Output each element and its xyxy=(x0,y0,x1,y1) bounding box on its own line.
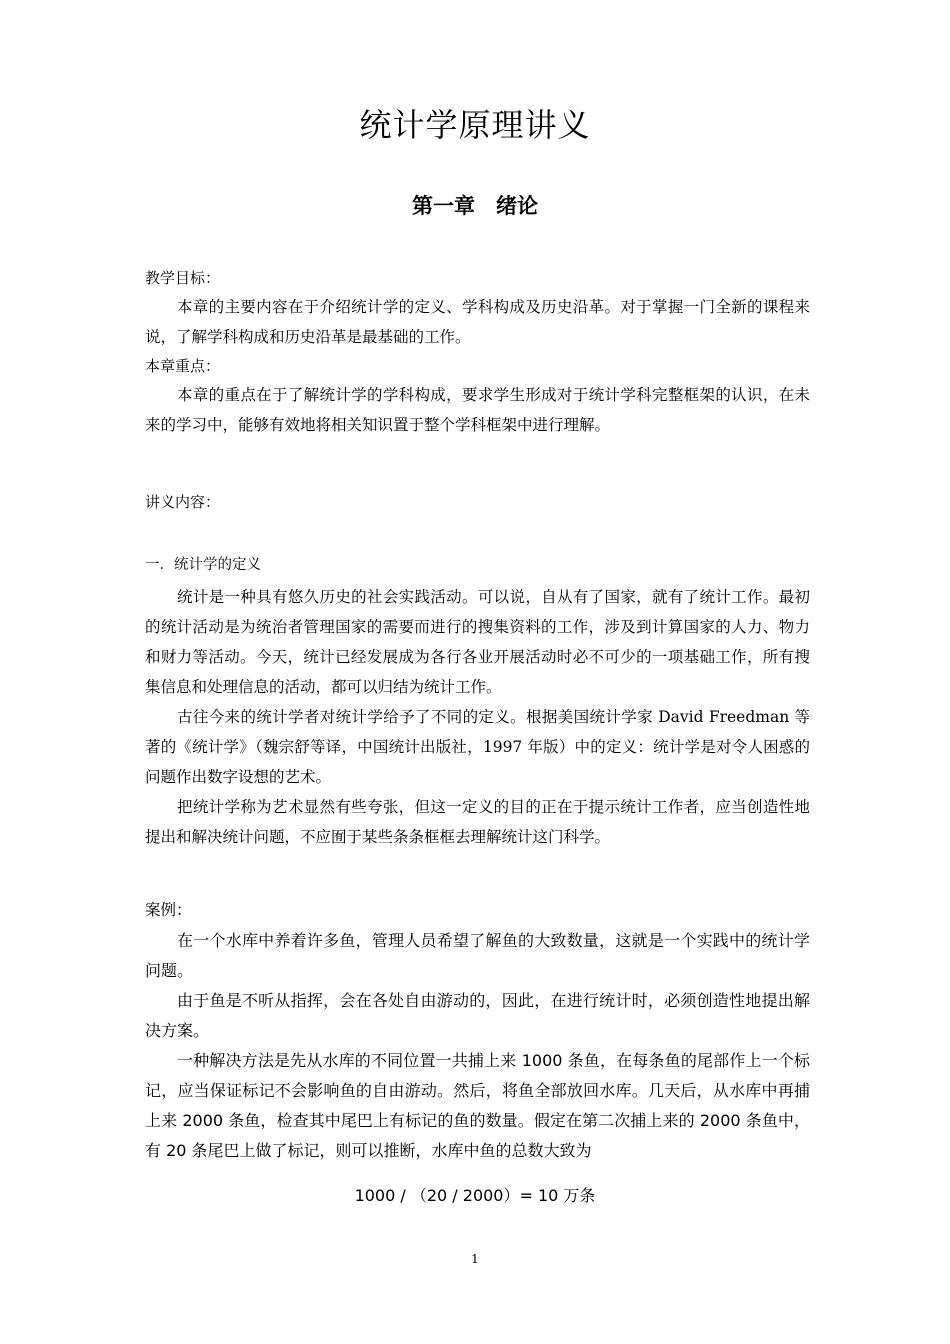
section-heading: 一．统计学的定义 xyxy=(145,557,261,573)
teaching-goal-text: 本章的主要内容在于介绍统计学的定义、学科构成及历史沿革。对于掌握一门全新的课程来说，了解学科构成和历史沿革是最基础的工作。 xyxy=(145,298,810,346)
document-title: 统计学原理讲义 xyxy=(359,106,591,144)
key-points-label: 本章重点： xyxy=(145,357,221,375)
lecture-content-label: 讲义内容： xyxy=(145,493,221,511)
case-paragraph: 一种解决方法是先从水库的不同位置一共捕上来 1000 条鱼，在每条鱼的尾部作上一个标记，应当保证标记不会影响鱼的自由游动。然后，将鱼全部放回水库。几天后，从水库中再捕上来 2000 条鱼，检查其中尾巴上有标记的鱼的数量。假定在第二次捕上来的 2000 条鱼中，有 20 条尾巴上做了标记，则可以推断，水库中鱼的总数大致为 xyxy=(145,1051,810,1160)
estimate-formula: 1000 / （20 / 2000）= 10 万条 xyxy=(354,1186,596,1205)
chapter-intro xyxy=(145,266,810,440)
case-label: 案例： xyxy=(145,901,192,919)
case-study xyxy=(145,898,810,1166)
section-paragraph: 把统计学称为艺术显然有些夸张，但这一定义的目的正在于提示统计工作者，应当创造性地提出和解决统计问题，不应囿于某些条条框框去理解统计这门科学。 xyxy=(145,798,810,846)
chapter-title: 第一章 绪论 xyxy=(412,194,538,218)
case-paragraph: 由于鱼是不听从指挥，会在各处自由游动的，因此，在进行统计时，必须创造性地提出解决方案。 xyxy=(145,991,810,1040)
page-number: 1 xyxy=(471,1252,479,1266)
key-points-text: 本章的重点在于了解统计学的学科构成，要求学生形成对于统计学科完整框架的认识，在未来的学习中，能够有效地将相关知识置于整个学科框架中进行理解。 xyxy=(145,386,810,434)
case-paragraph: 在一个水库中养着许多鱼，管理人员希望了解鱼的大致数量，这就是一个实践中的统计学问题。 xyxy=(145,931,810,980)
section-paragraph: 古往今来的统计学者对统计学给予了不同的定义。根据美国统计学家 David Freedman 等著的《统计学》（魏宗舒等译，中国统计出版社，1997 年版）中的定义：统计学是对令人困惑的问题作出数字设想的艺术。 xyxy=(145,708,810,786)
teaching-goal-label: 教学目标： xyxy=(145,269,221,287)
section-paragraph: 统计是一种具有悠久历史的社会实践活动。可以说，自从有了国家，就有了统计工作。最初的统计活动是为统治者管理国家的需要而进行的搜集资料的工作，涉及到计算国家的人力、物力和财力等活动。今天，统计已经发展成为各行各业开展活动时必不可少的一项基础工作，所有搜集信息和处理信息的活动，都可以归结为统计工作。 xyxy=(145,588,810,696)
section-definition xyxy=(145,553,810,852)
